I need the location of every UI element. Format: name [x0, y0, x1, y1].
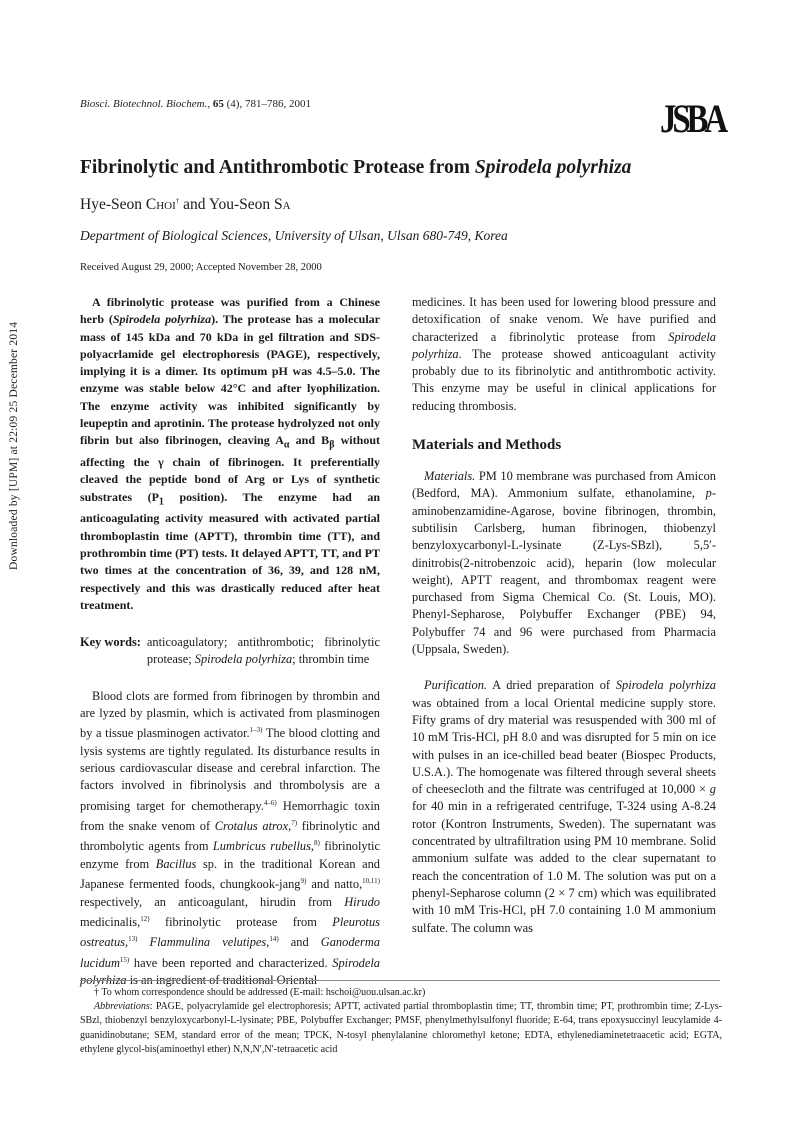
introduction-paragraph: Blood clots are formed from fibrinogen by thrombin and are lyzed by plasmin, which is activated from plasminogen by a tissue plasminogen activator.$^{1-3)}$ The blood clotting and lysis systems are tightly regulated. Its disturbance results in serious cardiovascular disease and cerebral infarction. The factors involved in fibrinolysis and thrombolysis are a promising target for chemotherapy.$^{4-6)}$ Hemorrhagic toxin from the snake venom of Crotalus atrox,$^{7)}$ fibrinolytic and thrombolytic agents from Lumbricus rubellus,$^{8)}$ fibrinolytic enzyme from Bacillus sp. in the traditional Korean and Japanese fermented foods, chungkook-jang$^{9)}$ and natto,$^{10,11)}$ respectively, an anticoagulant, hirudin from Hirudo medicinalis,$^{12)}$ fibrinolytic protease from Pleurotus ostreatus,$^{13)}$ Flammulina velutipes,$^{14)}$ and Ganoderma lucidum$^{15)}$ have been reported and characterized. Spirodela polyrhiza is an ingredient of traditional Oriental [80, 688, 381, 988]
author2-family: Sa [274, 196, 291, 213]
introduction-continued: medicines. It has been used for lowering blood pressure and detoxification of snake venom. We have purified and characterized a fibrinolytic protease from Spirodela polyrhiza. The protease showed anticoagulant activity probably due to its fibrinolytic and antithrombotic activity. This enzyme may be useful in clinical applications for reducing thrombosis. [412, 295, 716, 413]
title-species: Spirodela polyrhiza [474, 157, 632, 178]
jsba-logo [660, 96, 729, 141]
author1-family: Choi [145, 196, 176, 213]
left-column [80, 294, 380, 989]
journal-reference [80, 98, 311, 110]
keywords-label: Key words: [80, 635, 141, 650]
right-column [412, 294, 716, 937]
download-stamp: Downloaded by [UPM] at 22:09 25 December 2014 [8, 321, 20, 570]
journal-name: Biosci. Biotechnol. Biochem., [80, 98, 211, 110]
footnotes [80, 986, 722, 1057]
materials-paragraph: Materials. PM 10 membrane was purchased from Amicon (Bedford, MA). Ammonium sulfate, ethanolamine, p-aminobenzamidine-Agarose, bovine fibrinogen, thrombin, subtilisin Carlsberg, human fibrinogen, thiobenzyl benzyloxycarbonyl-L-lysinate (Z-Lys-SBzl), 5,5′-dinitrobis(2-nitrobenzoic acid), heparin (low molecular weight), APTT reagent, and thrombomax reagent were purchased from Sigma Chemical Co. (St. Louis, MO). Phenyl-Sepharose, Polybuffer Exchanger (PBE) 94, Polybuffer 74 and 96 were purchased from Pharmacia (Uppsala, Sweden). [412, 469, 716, 657]
corresponding-mark: † [175, 196, 180, 205]
affiliation: Department of Biological Sciences, University of Ulsan, Ulsan 680-749, Korea [80, 228, 508, 243]
jsba-logo-text: JSBA [660, 96, 729, 141]
received-dates: Received August 29, 2000; Accepted November 28, 2000 [80, 262, 322, 273]
abstract: A fibrinolytic protease was purified from a Chinese herb (Spirodela polyrhiza). The protease has a molecular mass of 145 kDa and 70 kDa in gel filtration and SDS-polyacrlamide gel electrophoresis (PAGE), respectively, implying it is a dimer. Its optimum pH was 4.5–5.0. The enzyme was stable below 42°C and after lyophilization. The enzyme activity was inhibited significantly by leupeptin and aprotinin. The protease hydrolyzed not only fibrin but also fibrinogen, cleaving $A_\alpha$ and $B_\beta$ without affecting the γ chain of fibrinogen. It preferentially cleaved the peptide bond of Arg or Lys of synthetic substrates ($P_1$ position). The enzyme had an anticoagulating activity measured with activated partial thromboplastin time (APTT), thrombin time (TT), and prothrombin time (PT) tests. It delayed APTT, TT, and PT two times at the concentration of 36, 39, and 128 nM, respectively and this was drastically reduced after heat treatment. [80, 295, 380, 612]
title-main: Fibrinolytic and Antithrombotic Protease from [80, 157, 475, 178]
author2-given: and You-Seon [179, 196, 274, 213]
footnote-abbreviations: Abbreviations: PAGE, polyacrylamide gel electrophoresis; APTT, activated partial thromboplastin time; TT, thrombin time; PT, prothrombin time; Z-Lys-SBzl, thiobenzyl benzyloxycarbonyl-L-lysinate; PBE, Polybuffer Exchanger; PMSF, phenylmethylsulfonyl fluoride; E-64, trans epoxysuccinyl leucylamide 4-guanidinobutane; SEM, standard error of the mean; TPCK, N-tosyl phenylalanine chloromethyl ketone; EDTA, ethylenediaminetetraacetic acid; EGTA, ethylene glycol-bis(aminoethyl ether) N,N,N′,N′-tetraacetic acid [80, 1001, 722, 1055]
journal-volume: 65 [212, 98, 224, 110]
section-heading-methods: Materials and Methods [412, 437, 562, 454]
keywords-list: anticoagulatory; antithrombotic; fibrinolytic protease; Spirodela polyrhiza; thrombin time [146, 635, 380, 667]
keywords [80, 634, 380, 669]
purification-paragraph: Purification. A dried preparation of Spirodela polyrhiza was obtained from a local Oriental medicine supply store. Fifty grams of dry material was resuspended with 300 ml of 10 mM Tris-HCl, pH 8.0 and was disrupted for 5 min on ice with pulses in an ice-chilled bead beater (Biospec Products, U.S.A.). The homogenate was filtered through several sheets of cheesecloth and the filtrate was centrifuged at 10,000 × g for 40 min in a refrigerated centrifuge, T-324 using A-8.24 rotor (Kontron Instruments, Sweden). The supernatant was concentrated by ultrafiltration using PM 10 membrane. Solid ammonium sulfate was added to the clear supernatant to reach the concentration of 1.0 M. The solution was put on a phenyl-Sepharose column (2 × 7 cm) which was equilibrated with 10 mM Tris-HCl, pH 7.0 containing 1.0 M ammonium sulfate. The column was [412, 678, 716, 935]
footnote-divider [80, 980, 720, 981]
footnote-correspondence: † To whom correspondence should be addressed (E-mail: hschoi@uou.ulsan.ac.kr) [94, 987, 426, 998]
author1-given: Hye-Seon [80, 196, 146, 213]
article-title [80, 156, 740, 180]
journal-issue-pages: (4), 781–786, 2001 [226, 98, 311, 110]
author-list [80, 196, 291, 214]
